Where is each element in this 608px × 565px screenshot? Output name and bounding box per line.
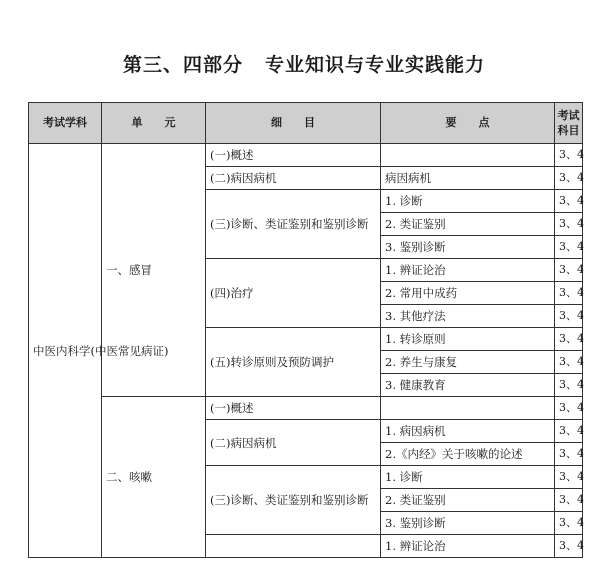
item-cell: (三)诊断、类证鉴别和鉴别诊断 — [206, 190, 381, 259]
unit-cell: 一、感冒 — [102, 144, 206, 397]
exam-subject-cell: 3、4 — [555, 489, 583, 512]
header-subject: 考试学科 — [29, 103, 102, 144]
exam-subject-cell: 3、4 — [555, 144, 583, 167]
point-cell: 1. 辨证论治 — [381, 259, 555, 282]
syllabus-table — [28, 102, 583, 558]
point-cell: 病因病机 — [381, 167, 555, 190]
exam-subject-cell: 3、4 — [555, 397, 583, 420]
point-cell: 3. 鉴别诊断 — [381, 512, 555, 535]
exam-subject-cell: 3、4 — [555, 512, 583, 535]
point-cell: 2. 养生与康复 — [381, 351, 555, 374]
unit-cell: 二、咳嗽 — [102, 397, 206, 558]
table-header-row — [29, 103, 583, 144]
exam-subject-cell: 3、4 — [555, 443, 583, 466]
point-cell: 1. 诊断 — [381, 190, 555, 213]
exam-subject-cell: 3、4 — [555, 167, 583, 190]
item-cell: (二)病因病机 — [206, 420, 381, 466]
point-cell: 1. 病因病机 — [381, 420, 555, 443]
table-row — [29, 144, 583, 167]
subject-cell: 中医内科学(中医常见病证) — [29, 144, 102, 558]
point-cell: 2. 常用中成药 — [381, 282, 555, 305]
point-cell: 2. 类证鉴别 — [381, 213, 555, 236]
point-cell — [381, 144, 555, 167]
item-cell: (一)概述 — [206, 397, 381, 420]
point-cell: 2. 类证鉴别 — [381, 489, 555, 512]
title-name: 专业知识与专业实践能力 — [265, 54, 486, 76]
item-cell: (一)概述 — [206, 144, 381, 167]
exam-subject-cell: 3、4 — [555, 420, 583, 443]
exam-subject-cell: 3、4 — [555, 374, 583, 397]
exam-subject-cell: 3、4 — [555, 351, 583, 374]
point-cell: 2.《内经》关于咳嗽的论述 — [381, 443, 555, 466]
table-body — [29, 144, 583, 558]
exam-subject-cell: 3、4 — [555, 466, 583, 489]
header-unit: 单 元 — [102, 103, 206, 144]
exam-subject-cell: 3、4 — [555, 259, 583, 282]
header-item: 细 目 — [206, 103, 381, 144]
point-cell: 1. 诊断 — [381, 466, 555, 489]
point-cell: 3. 其他疗法 — [381, 305, 555, 328]
point-cell: 3. 健康教育 — [381, 374, 555, 397]
item-cell: (四)治疗 — [206, 259, 381, 328]
header-point: 要 点 — [381, 103, 555, 144]
point-cell: 1. 辨证论治 — [381, 535, 555, 558]
point-cell — [381, 397, 555, 420]
exam-subject-cell: 3、4 — [555, 305, 583, 328]
page-title — [0, 50, 608, 77]
exam-subject-cell: 3、4 — [555, 213, 583, 236]
item-cell — [206, 535, 381, 558]
exam-subject-cell: 3、4 — [555, 236, 583, 259]
header-exam-subject: 考试科目 — [555, 103, 583, 144]
exam-subject-cell: 3、4 — [555, 328, 583, 351]
item-cell: (三)诊断、类证鉴别和鉴别诊断 — [206, 466, 381, 535]
exam-subject-cell: 3、4 — [555, 535, 583, 558]
title-part: 第三、四部分 — [122, 54, 243, 76]
table-row — [29, 397, 583, 420]
item-cell: (五)转诊原则及预防调护 — [206, 328, 381, 397]
point-cell: 3. 鉴别诊断 — [381, 236, 555, 259]
point-cell: 1. 转诊原则 — [381, 328, 555, 351]
exam-subject-cell: 3、4 — [555, 190, 583, 213]
exam-subject-cell: 3、4 — [555, 282, 583, 305]
item-cell: (二)病因病机 — [206, 167, 381, 190]
